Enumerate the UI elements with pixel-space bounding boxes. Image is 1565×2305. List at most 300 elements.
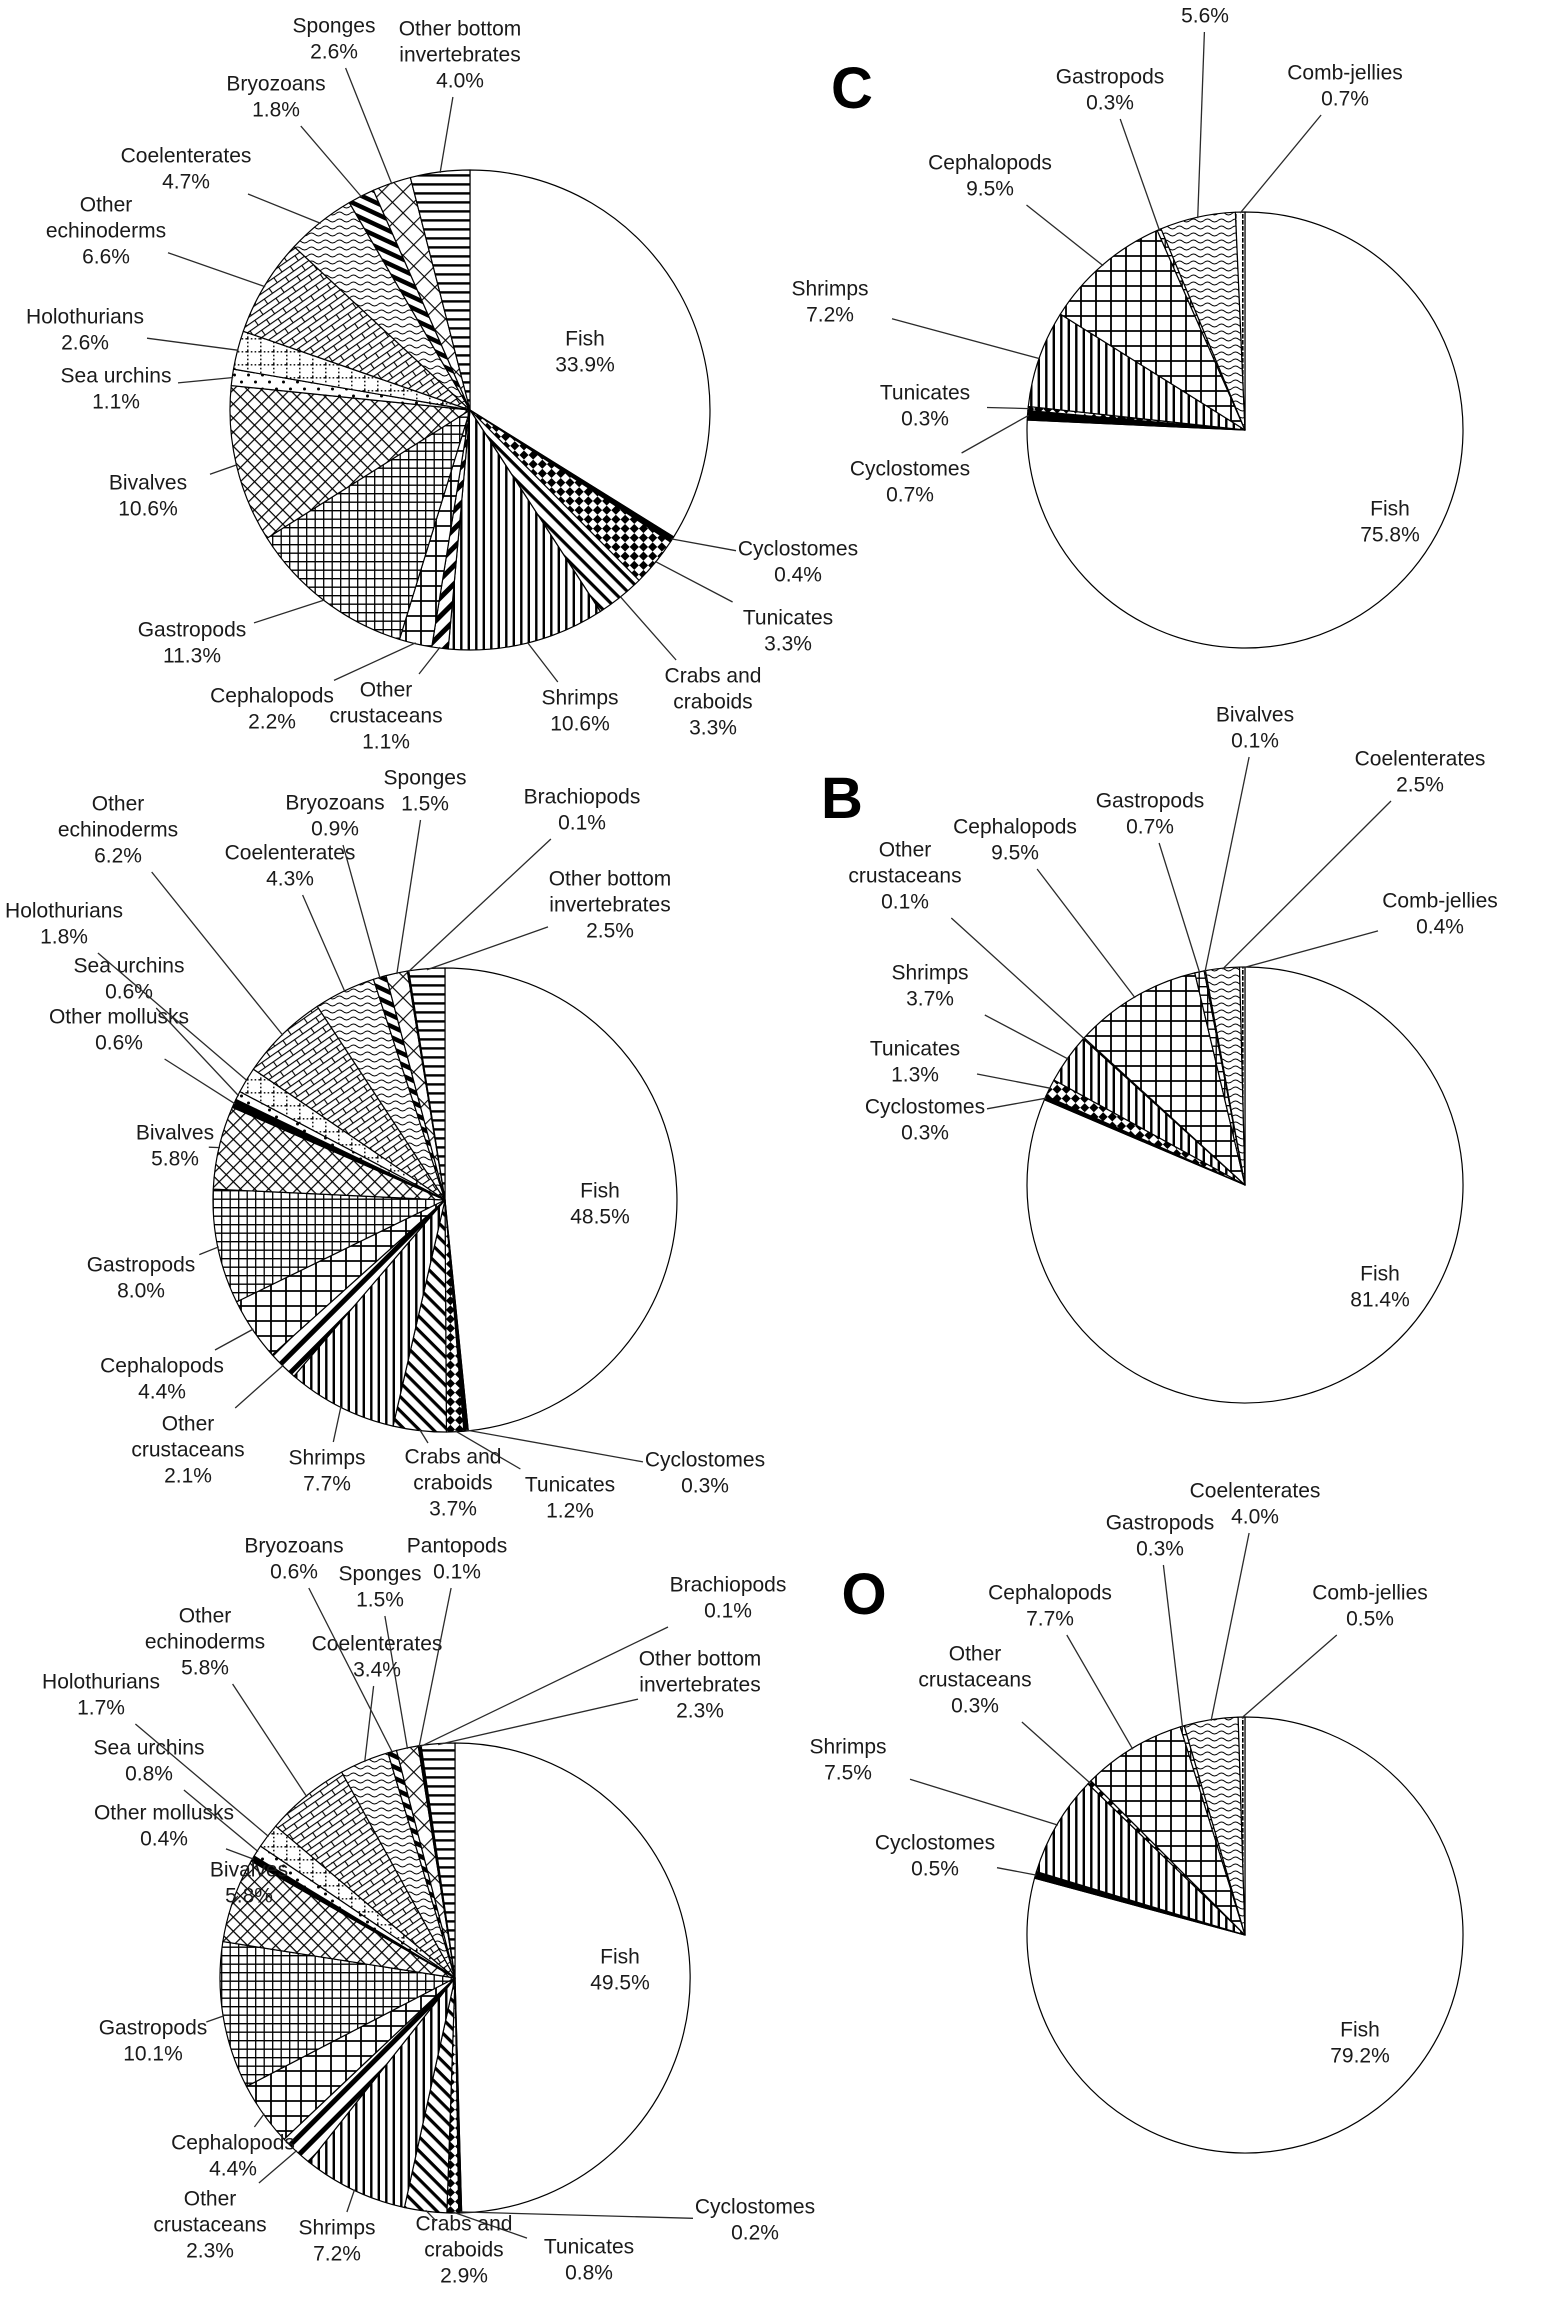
leader-bryozoans — [301, 126, 362, 197]
label-line: 0.3% — [901, 408, 949, 431]
label-line: Cyclostomes — [645, 1449, 765, 1472]
leader-gastropods — [254, 600, 325, 623]
label-line: 1.5% — [356, 1589, 404, 1612]
label-crabs-and-craboids — [416, 2213, 513, 2288]
label-line: 75.8% — [1360, 524, 1420, 547]
label-line: Holothurians — [5, 900, 123, 923]
label-line: 9.5% — [991, 842, 1039, 865]
leader-cephalopods — [215, 1329, 253, 1350]
label-other-crustaceans — [329, 679, 442, 754]
label-other-echinoderms — [58, 793, 178, 868]
label-line: Bivalves — [136, 1122, 214, 1145]
label-line: Other — [184, 2188, 237, 2211]
label-crabs-and-craboids — [405, 1446, 502, 1521]
label-line: invertebrates — [549, 894, 670, 917]
panel-letter-c: C — [831, 56, 873, 121]
label-line: 2.1% — [164, 1465, 212, 1488]
leader-brachiopods — [408, 839, 551, 972]
label-comb-jellies — [1287, 62, 1403, 111]
leader-unlabeled — [1198, 32, 1205, 218]
leader-other-bottom-invertebrates — [438, 1699, 638, 1745]
label-line: 0.2% — [731, 2222, 779, 2245]
label-line: crustaceans — [848, 865, 961, 888]
label-line: 0.4% — [1416, 916, 1464, 939]
label-line: Other — [879, 839, 932, 862]
leader-coelenterates — [1211, 1533, 1249, 1721]
label-line: Fish — [600, 1946, 640, 1969]
leader-cyclostomes — [962, 415, 1029, 453]
label-line: 0.4% — [774, 564, 822, 587]
leader-sea-urchins — [178, 378, 233, 383]
label-line: 4.7% — [162, 171, 210, 194]
label-line: Sponges — [339, 1563, 422, 1586]
label-line: Sea urchins — [94, 1737, 205, 1760]
label-line: 81.4% — [1350, 1289, 1410, 1312]
leader-brachiopods — [421, 1627, 669, 1747]
label-line: 0.3% — [1136, 1538, 1184, 1561]
leader-cephalopods — [334, 643, 416, 681]
label-line: echinoderms — [46, 220, 166, 243]
leader-comb-jellies — [1240, 115, 1321, 213]
label-line: Cephalopods — [953, 816, 1077, 839]
label-line: Coelenterates — [1190, 1480, 1321, 1503]
label-gastropods — [99, 2017, 208, 2066]
label-line: 0.6% — [105, 981, 153, 1004]
label-cephalopods — [171, 2132, 295, 2181]
label-line: 1.1% — [362, 731, 410, 754]
label-line: crustaceans — [153, 2214, 266, 2237]
leader-bryozoans — [343, 845, 380, 978]
label-line: Cephalopods — [210, 685, 334, 708]
label-line: 7.2% — [806, 304, 854, 327]
label-line: 2.5% — [1396, 774, 1444, 797]
label-line: 0.1% — [704, 1600, 752, 1623]
leader-shrimps — [892, 319, 1040, 359]
label-shrimps — [541, 687, 618, 736]
label-line: Other — [949, 1643, 1002, 1666]
label-line: Crabs and — [665, 665, 762, 688]
leader-sea-urchins — [156, 1008, 239, 1096]
label-line: 8.0% — [117, 1280, 165, 1303]
label-line: 7.5% — [824, 1762, 872, 1785]
pie-slice-fish — [445, 968, 677, 1431]
label-line: Shrimps — [809, 1736, 886, 1759]
leader-other-crustaceans — [951, 918, 1084, 1039]
label-line: Sea urchins — [61, 365, 172, 388]
label-line: 0.5% — [1346, 1608, 1394, 1631]
label-line: Bivalves — [210, 1859, 288, 1882]
label-line: Fish — [1340, 2019, 1380, 2042]
label-line: 2.2% — [248, 711, 296, 734]
label-line: Coelenterates — [1355, 748, 1486, 771]
label-bryozoans — [226, 73, 325, 122]
label-line: 1.7% — [77, 1697, 125, 1720]
label-line: Tunicates — [880, 382, 970, 405]
label-sponges — [293, 15, 376, 64]
label-line: 1.8% — [252, 99, 300, 122]
pie-chart-top-right — [791, 5, 1463, 649]
leader-cephalopods — [1067, 1635, 1133, 1749]
label-line: 2.3% — [676, 1700, 724, 1723]
label-gastropods — [138, 619, 247, 668]
label-tunicates — [880, 382, 970, 431]
label-line: Comb-jellies — [1382, 890, 1498, 913]
label-coelenterates — [225, 842, 356, 891]
leader-cephalopods — [1027, 205, 1104, 266]
label-line: Brachiopods — [670, 1574, 787, 1597]
label-line: echinoderms — [58, 819, 178, 842]
label-line: Other bottom — [399, 18, 522, 41]
label-line: 6.6% — [82, 246, 130, 269]
label-line: Other mollusks — [49, 1006, 189, 1029]
label-line: 0.4% — [140, 1828, 188, 1851]
pie-chart-bottom-left — [42, 1535, 815, 2288]
leader-crabs-and-craboids — [620, 596, 676, 660]
label-line: Fish — [1370, 498, 1410, 521]
label-line: Other — [360, 679, 413, 702]
label-other-bottom-invertebrates — [399, 18, 522, 93]
label-other-bottom-invertebrates — [549, 868, 672, 943]
label-line: 1.3% — [891, 1064, 939, 1087]
label-line: Gastropods — [1096, 790, 1205, 813]
label-line: Shrimps — [891, 962, 968, 985]
label-line: 0.7% — [1321, 88, 1369, 111]
leader-bivalves — [210, 465, 237, 475]
label-line: 33.9% — [555, 354, 615, 377]
label-line: 0.3% — [951, 1695, 999, 1718]
label-line: Other — [179, 1605, 232, 1628]
label-cyclostomes — [865, 1096, 985, 1145]
label-line: Other bottom — [549, 868, 672, 891]
label-line: Gastropods — [1056, 66, 1165, 89]
label-line: Cyclostomes — [850, 458, 970, 481]
label-line: 2.5% — [586, 920, 634, 943]
label-line: 4.0% — [1231, 1506, 1279, 1529]
leader-cyclostomes — [671, 539, 736, 551]
label-line: 1.2% — [546, 1500, 594, 1523]
leader-shrimps — [985, 1015, 1068, 1059]
charts-root — [5, 5, 1498, 2288]
label-cyclostomes — [850, 458, 970, 507]
label-line: 5.8% — [181, 1657, 229, 1680]
label-brachiopods — [670, 1574, 787, 1623]
label-line: 0.3% — [901, 1122, 949, 1145]
label-line: 0.8% — [565, 2262, 613, 2285]
label-line: Shrimps — [541, 687, 618, 710]
label-line: 1.5% — [401, 793, 449, 816]
label-line: Bryozoans — [244, 1535, 343, 1558]
label-line: Cephalopods — [988, 1582, 1112, 1605]
panel-letter-b: B — [821, 766, 863, 831]
leader-other-echinoderms — [168, 253, 265, 287]
label-line: Fish — [1360, 1263, 1400, 1286]
label-line: Gastropods — [138, 619, 247, 642]
label-line: 49.5% — [590, 1972, 650, 1995]
label-other-bottom-invertebrates — [639, 1648, 762, 1723]
label-other-mollusks — [94, 1802, 234, 1851]
label-line: Cephalopods — [928, 152, 1052, 175]
label-line: 48.5% — [570, 1206, 630, 1229]
label-line: 5.8% — [225, 1885, 273, 1908]
leader-bivalves — [1205, 757, 1249, 972]
label-brachiopods — [524, 786, 641, 835]
label-line: crustaceans — [329, 705, 442, 728]
leader-coelenterates — [1223, 801, 1392, 969]
leader-pantopods — [419, 1588, 451, 1747]
label-cephalopods — [928, 152, 1052, 201]
label-line: 7.2% — [313, 2243, 361, 2266]
label-line: 2.3% — [186, 2240, 234, 2263]
label-line: Other — [92, 793, 145, 816]
label-line: 10.6% — [118, 498, 178, 521]
leader-coelenterates — [303, 895, 345, 992]
leader-sponges — [397, 820, 421, 974]
label-line: Bivalves — [1216, 704, 1294, 727]
leader-other-crustaceans — [235, 1365, 283, 1408]
label-line: 5.8% — [151, 1148, 199, 1171]
label-line: crustaceans — [918, 1669, 1031, 1692]
label-other-crustaceans — [918, 1643, 1031, 1718]
label-holothurians — [42, 1671, 160, 1720]
label-line: Shrimps — [298, 2217, 375, 2240]
leader-gastropods — [206, 2016, 224, 2022]
label-line: 0.3% — [681, 1475, 729, 1498]
label-shrimps — [298, 2217, 375, 2266]
leader-other-crustaceans — [1022, 1722, 1090, 1783]
label-sponges — [339, 1563, 422, 1612]
label-pantopods — [407, 1535, 507, 1584]
label-line: 4.3% — [266, 868, 314, 891]
label-cephalopods — [100, 1355, 224, 1404]
label-bryozoans — [244, 1535, 343, 1584]
leader-gastropods — [1120, 119, 1159, 231]
label-holothurians — [26, 306, 144, 355]
label-line: Other bottom — [639, 1648, 762, 1671]
label-sponges — [384, 767, 467, 816]
label-line: Crabs and — [405, 1446, 502, 1469]
label-line: Other mollusks — [94, 1802, 234, 1825]
label-line: Bivalves — [109, 472, 187, 495]
label-line: 7.7% — [1026, 1608, 1074, 1631]
label-line: 6.2% — [94, 845, 142, 868]
label-line: Fish — [580, 1180, 620, 1203]
label-shrimps — [809, 1736, 886, 1785]
label-line: 0.7% — [1126, 816, 1174, 839]
label-line: Tunicates — [544, 2236, 634, 2259]
label-comb-jellies — [1382, 890, 1498, 939]
label-coelenterates — [121, 145, 252, 194]
label-line: 0.6% — [95, 1032, 143, 1055]
label-line: Gastropods — [87, 1254, 196, 1277]
leader-shrimps — [910, 1779, 1058, 1825]
label-line: 3.3% — [689, 717, 737, 740]
label-line: 4.4% — [209, 2158, 257, 2181]
label-line: 0.9% — [311, 818, 359, 841]
label-comb-jellies — [1312, 1582, 1428, 1631]
label-gastropods — [1056, 66, 1165, 115]
label-line: Cyclostomes — [865, 1096, 985, 1119]
label-line: 2.6% — [61, 332, 109, 355]
leader-gastropods — [199, 1247, 219, 1255]
label-line: echinoderms — [145, 1631, 265, 1654]
label-line: Cyclostomes — [695, 2196, 815, 2219]
label-line: 0.1% — [558, 812, 606, 835]
label-bivalves — [1216, 704, 1294, 753]
pie-chart-middle-right — [848, 704, 1497, 1404]
label-cephalopods — [953, 816, 1077, 865]
label-other-crustaceans — [131, 1413, 244, 1488]
label-line: 0.8% — [125, 1763, 173, 1786]
label-cephalopods — [988, 1582, 1112, 1631]
label-line: 2.9% — [440, 2265, 488, 2288]
label-line: 10.1% — [123, 2043, 183, 2066]
label-line: 0.3% — [1086, 92, 1134, 115]
label-shrimps — [288, 1447, 365, 1496]
label-line: Pantopods — [407, 1535, 507, 1558]
label-other-crustaceans — [848, 839, 961, 914]
label-line: 1.8% — [40, 926, 88, 949]
leader-coelenterates — [365, 1686, 374, 1762]
label-line: 5.6% — [1181, 5, 1229, 28]
label-tunicates — [525, 1474, 615, 1523]
label-bryozoans — [285, 792, 384, 841]
label-line: craboids — [413, 1472, 492, 1495]
label-line: Sponges — [384, 767, 467, 790]
leader-holothurians — [147, 338, 239, 350]
panel-letter-o: O — [841, 1562, 886, 1627]
leader-gastropods — [1163, 1565, 1182, 1727]
label-sea-urchins — [61, 365, 172, 414]
label-other-echinoderms — [46, 194, 166, 269]
label-line: 4.4% — [138, 1381, 186, 1404]
label-line: invertebrates — [639, 1674, 760, 1697]
label-line: 3.4% — [353, 1659, 401, 1682]
label-bivalves — [109, 472, 187, 521]
label-crabs-and-craboids — [665, 665, 762, 740]
leader-other-bottom-invertebrates — [440, 97, 453, 173]
label-line: Cyclostomes — [738, 538, 858, 561]
label-line: craboids — [673, 691, 752, 714]
label-holothurians — [5, 900, 123, 949]
label-line: 9.5% — [966, 178, 1014, 201]
label-line: Sea urchins — [74, 955, 185, 978]
label-line: Crabs and — [416, 2213, 513, 2236]
label-line: Holothurians — [42, 1671, 160, 1694]
label-line: 2.6% — [310, 41, 358, 64]
leader-shrimps — [527, 642, 558, 682]
label-cyclostomes — [695, 2196, 815, 2245]
leader-shrimps — [333, 1406, 341, 1442]
label-cephalopods — [210, 685, 334, 734]
leader-cephalopods — [1037, 869, 1135, 998]
pie-slice-fish — [455, 1743, 690, 2213]
leader-shrimps — [347, 2189, 355, 2212]
label-line: 0.1% — [1231, 730, 1279, 753]
label-line: Cyclostomes — [875, 1832, 995, 1855]
label-tunicates — [743, 607, 833, 656]
label-line: 3.3% — [764, 633, 812, 656]
leader-other-echinoderms — [233, 1684, 307, 1797]
pie-chart-bottom-right — [809, 1480, 1463, 2154]
label-line: Other — [162, 1413, 215, 1436]
leader-gastropods — [1159, 843, 1200, 973]
label-gastropods — [1096, 790, 1205, 839]
label-line: Gastropods — [1106, 1512, 1215, 1535]
label-line: 4.0% — [436, 70, 484, 93]
leader-sponges — [346, 68, 392, 184]
label-unlabeled — [1181, 5, 1229, 28]
label-shrimps — [791, 278, 868, 327]
label-other-crustaceans — [153, 2188, 266, 2263]
leader-tunicates — [987, 408, 1029, 409]
label-line: crustaceans — [131, 1439, 244, 1462]
pie-chart-top-left — [26, 15, 858, 754]
label-line: Comb-jellies — [1287, 62, 1403, 85]
label-line: 3.7% — [429, 1498, 477, 1521]
label-line: 0.6% — [270, 1561, 318, 1584]
label-line: Sponges — [293, 15, 376, 38]
label-other-echinoderms — [145, 1605, 265, 1680]
label-line: 0.5% — [911, 1858, 959, 1881]
leader-other-bottom-invertebrates — [427, 927, 548, 970]
label-coelenterates — [1355, 748, 1486, 797]
label-line: Tunicates — [870, 1038, 960, 1061]
label-cyclostomes — [645, 1449, 765, 1498]
label-gastropods — [87, 1254, 196, 1303]
label-line: craboids — [424, 2239, 503, 2262]
leader-coelenterates — [248, 194, 321, 223]
label-line: Holothurians — [26, 306, 144, 329]
label-line: 7.7% — [303, 1473, 351, 1496]
label-line: 10.6% — [550, 713, 610, 736]
label-line: Gastropods — [99, 2017, 208, 2040]
leader-cyclostomes — [987, 1098, 1046, 1109]
label-line: Fish — [565, 328, 605, 351]
label-coelenterates — [312, 1633, 443, 1682]
label-sea-urchins — [94, 1737, 205, 1786]
label-shrimps — [891, 962, 968, 1011]
label-tunicates — [870, 1038, 960, 1087]
leader-cyclostomes — [997, 1868, 1036, 1875]
label-line: Comb-jellies — [1312, 1582, 1428, 1605]
label-line: Coelenterates — [225, 842, 356, 865]
label-line: 79.2% — [1330, 2045, 1390, 2068]
label-line: 0.1% — [433, 1561, 481, 1584]
label-line: Coelenterates — [312, 1633, 443, 1656]
label-line: 11.3% — [163, 645, 221, 668]
label-line: 0.7% — [886, 484, 934, 507]
label-line: Cephalopods — [100, 1355, 224, 1378]
leader-other-crustaceans — [259, 2151, 297, 2184]
label-line: Shrimps — [288, 1447, 365, 1470]
label-line: Cephalopods — [171, 2132, 295, 2155]
label-line: Tunicates — [525, 1474, 615, 1497]
leader-tunicates — [977, 1074, 1051, 1088]
label-line: Brachiopods — [524, 786, 641, 809]
label-line: 0.1% — [881, 891, 929, 914]
label-cyclostomes — [738, 538, 858, 587]
leader-tunicates — [655, 561, 733, 602]
label-tunicates — [544, 2236, 634, 2285]
leader-other-crustaceans — [419, 647, 440, 674]
label-line: Bryozoans — [226, 73, 325, 96]
label-line: 1.1% — [92, 391, 140, 414]
leader-cephalopods — [254, 2114, 264, 2127]
label-line: Tunicates — [743, 607, 833, 630]
label-line: invertebrates — [399, 44, 520, 67]
label-line: Other — [80, 194, 133, 217]
label-cyclostomes — [875, 1832, 995, 1881]
